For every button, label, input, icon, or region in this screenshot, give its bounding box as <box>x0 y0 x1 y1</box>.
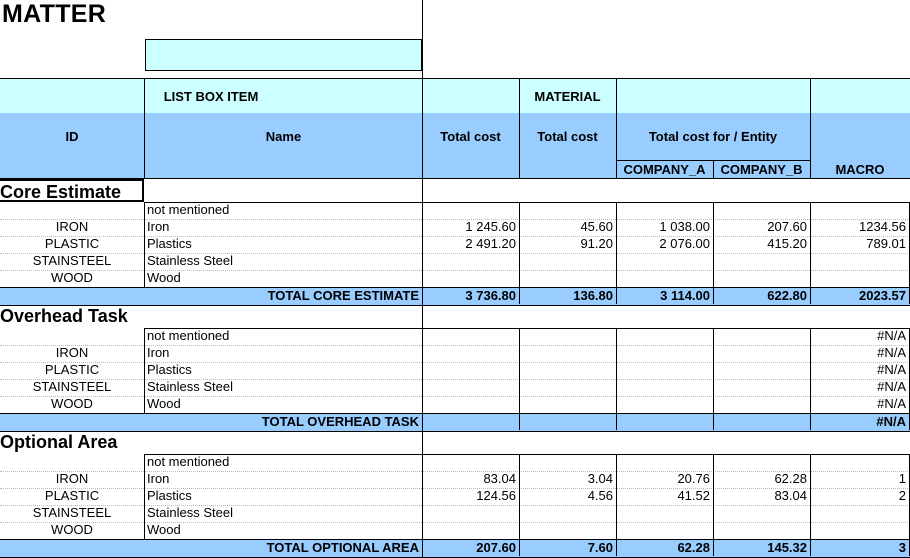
cell-a <box>616 270 710 287</box>
cell-tc2: 45.60 <box>580 219 613 234</box>
col-line <box>713 522 714 539</box>
cell-b <box>713 505 807 522</box>
total-label: TOTAL CORE ESTIMATE <box>267 288 419 303</box>
col-line <box>519 379 520 396</box>
col-line <box>616 454 617 471</box>
cell-b <box>713 379 807 396</box>
cell-tc2 <box>519 328 613 345</box>
col-line <box>519 253 520 270</box>
col-line <box>519 396 520 413</box>
cell-name: Wood <box>147 270 181 285</box>
col-line <box>713 505 714 522</box>
cell-tc: 2 491.20 <box>465 236 516 251</box>
col-line <box>519 236 520 253</box>
cell-b <box>713 362 807 379</box>
cell-tc2: 3.04 <box>587 471 613 486</box>
table-row[interactable] <box>0 328 910 346</box>
col-line <box>616 78 617 179</box>
cell-name: Wood <box>147 396 181 411</box>
col-line <box>519 270 520 287</box>
cell-m: 789.01 <box>866 236 906 251</box>
cell-a <box>616 328 710 345</box>
col-line <box>144 488 145 505</box>
cell-name: not mentioned <box>147 202 230 217</box>
col-line <box>616 253 617 270</box>
cell-a: 20.76 <box>677 471 710 486</box>
cell-tc: 1 245.60 <box>465 219 516 234</box>
col-line <box>519 78 520 179</box>
cell-name: Stainless Steel <box>147 505 233 520</box>
total-b: 145.32 <box>767 540 807 555</box>
col-line <box>519 540 520 556</box>
total-tc2 <box>519 414 613 431</box>
col-line <box>616 471 617 488</box>
cell-id: IRON <box>55 345 89 360</box>
cell-id: PLASTIC <box>44 236 100 251</box>
total-m: 2023.57 <box>859 288 906 303</box>
table-row[interactable] <box>0 345 910 363</box>
cell-tc <box>422 328 516 345</box>
col-line <box>810 219 811 236</box>
col-line <box>144 328 145 345</box>
col-line <box>810 379 811 396</box>
cell-tc2 <box>519 202 613 219</box>
company-a-header: COMPANY_A <box>623 162 706 177</box>
col-line <box>810 454 811 471</box>
col-line <box>144 471 145 488</box>
col-line <box>616 540 617 556</box>
col-line <box>616 288 617 304</box>
cell-id: PLASTIC <box>44 362 100 377</box>
cell-a <box>616 253 710 270</box>
entity-cost-header: Total cost for / Entity <box>648 129 778 144</box>
cell-b <box>713 522 807 539</box>
table-row[interactable] <box>0 396 910 414</box>
cell-m: #N/A <box>877 379 906 394</box>
table-row[interactable] <box>0 471 910 489</box>
total-m: 3 <box>898 540 906 555</box>
cell-tc2 <box>519 379 613 396</box>
col-line <box>144 270 145 287</box>
total-tc2: 7.60 <box>587 540 613 555</box>
cell-tc <box>422 379 516 396</box>
col-line <box>422 71 423 557</box>
cell-m: 2 <box>898 488 906 503</box>
header-row-2 <box>0 113 910 179</box>
cell-id: PLASTIC <box>44 488 100 503</box>
col-line <box>616 345 617 362</box>
col-line <box>616 202 617 219</box>
col-line <box>713 471 714 488</box>
cell-a <box>616 379 710 396</box>
cell-id: STAINSTEEL <box>32 253 112 268</box>
cell-a <box>616 454 710 471</box>
list-box-item-header: LIST BOX ITEM <box>163 89 259 104</box>
total-row <box>0 539 910 558</box>
col-line <box>713 345 714 362</box>
total-row <box>0 413 910 432</box>
cell-m: #N/A <box>877 396 906 411</box>
cell-id: IRON <box>55 219 89 234</box>
sheet-title: MATTER <box>2 0 107 28</box>
cell-a <box>616 396 710 413</box>
cell-name: Stainless Steel <box>147 253 233 268</box>
col-line <box>713 540 714 556</box>
col-line <box>810 288 811 304</box>
material-total-cost-header: Total cost <box>537 129 598 144</box>
col-line <box>713 362 714 379</box>
col-line <box>144 454 145 471</box>
cell-b <box>713 202 807 219</box>
total-tc <box>422 414 516 431</box>
cell-m: 1234.56 <box>859 219 906 234</box>
cell-tc: 83.04 <box>483 471 516 486</box>
cell-name: not mentioned <box>147 328 230 343</box>
col-line <box>810 414 811 430</box>
col-line <box>519 362 520 379</box>
material-header: MATERIAL <box>534 89 601 104</box>
cell-tc <box>422 362 516 379</box>
col-line <box>616 505 617 522</box>
col-line <box>810 522 811 539</box>
table-row[interactable] <box>0 202 910 220</box>
cell-b <box>713 253 807 270</box>
cell-a: 41.52 <box>677 488 710 503</box>
total-tc2: 136.80 <box>573 288 613 303</box>
cell-a: 2 076.00 <box>659 236 710 251</box>
cell-name: Stainless Steel <box>147 379 233 394</box>
col-line <box>616 488 617 505</box>
section-title: Overhead Task <box>0 306 128 326</box>
cell-b <box>713 328 807 345</box>
cell-tc2 <box>519 253 613 270</box>
total-tc: 3 736.80 <box>465 288 516 303</box>
table-row[interactable] <box>0 522 910 540</box>
col-line <box>519 522 520 539</box>
cell-a: 1 038.00 <box>659 219 710 234</box>
cell-a <box>616 345 710 362</box>
col-line <box>810 345 811 362</box>
col-line <box>519 488 520 505</box>
cell-tc2 <box>519 522 613 539</box>
name-header: Name <box>265 129 302 144</box>
cell-m: #N/A <box>877 345 906 360</box>
total-cost-header: Total cost <box>440 129 501 144</box>
cell-m <box>810 253 906 270</box>
cell-b: 83.04 <box>774 488 807 503</box>
cell-a <box>616 362 710 379</box>
cell-m: #N/A <box>877 362 906 377</box>
cell-id: IRON <box>55 471 89 486</box>
col-line <box>144 253 145 270</box>
col-line <box>810 488 811 505</box>
cell-tc <box>422 270 516 287</box>
col-line <box>616 219 617 236</box>
cell-name: Iron <box>147 219 170 234</box>
table-row[interactable] <box>0 505 910 523</box>
cell-tc2 <box>519 270 613 287</box>
col-line <box>810 202 811 219</box>
col-line <box>713 328 714 345</box>
col-line <box>713 288 714 304</box>
table-row[interactable] <box>0 270 910 288</box>
col-line <box>144 396 145 413</box>
col-line <box>616 270 617 287</box>
table-row[interactable] <box>0 454 910 472</box>
id-header: ID <box>65 129 79 144</box>
cell-tc: 124.56 <box>476 488 516 503</box>
total-a: 62.28 <box>677 540 710 555</box>
col-line <box>713 202 714 219</box>
cell-tc2 <box>519 454 613 471</box>
cell-m: #N/A <box>877 328 906 343</box>
col-line <box>144 522 145 539</box>
total-row <box>0 287 910 306</box>
cell-a <box>616 505 710 522</box>
section-title: Optional Area <box>0 432 118 452</box>
col-line <box>519 202 520 219</box>
col-line <box>519 288 520 304</box>
cell-name: Iron <box>147 471 170 486</box>
table-row[interactable] <box>0 236 910 254</box>
header-row-1 <box>0 78 910 114</box>
col-line <box>616 328 617 345</box>
section-title: Core Estimate <box>0 179 144 202</box>
cell-tc <box>422 522 516 539</box>
total-a: 3 114.00 <box>660 288 710 303</box>
col-line <box>713 488 714 505</box>
cell-b <box>713 396 807 413</box>
col-line <box>616 396 617 413</box>
col-line <box>144 202 145 219</box>
cell-m: 1 <box>898 471 906 486</box>
cell-name: Wood <box>147 522 181 537</box>
cell-name: Plastics <box>147 362 192 377</box>
col-line <box>519 505 520 522</box>
cell-tc <box>422 202 516 219</box>
col-line <box>810 253 811 270</box>
cell-a <box>616 202 710 219</box>
col-line <box>713 414 714 430</box>
col-line <box>519 219 520 236</box>
cell-b: 62.28 <box>774 471 807 486</box>
col-line <box>144 78 145 179</box>
col-line <box>810 540 811 556</box>
cell-m <box>810 202 906 219</box>
col-line <box>519 345 520 362</box>
cell-name: Iron <box>147 345 170 360</box>
col-line <box>713 253 714 270</box>
col-line <box>810 236 811 253</box>
table-row[interactable] <box>0 488 910 506</box>
total-m: #N/A <box>876 414 906 429</box>
col-line <box>810 328 811 345</box>
col-line <box>713 219 714 236</box>
macro-header: MACRO <box>835 162 885 177</box>
col-line <box>713 160 714 179</box>
total-label: TOTAL OVERHEAD TASK <box>261 414 419 429</box>
company-b-header: COMPANY_B <box>720 162 803 177</box>
cell-b: 415.20 <box>767 236 807 251</box>
total-b: 622.80 <box>767 288 807 303</box>
col-line <box>519 471 520 488</box>
col-line <box>144 379 145 396</box>
cell-b <box>713 270 807 287</box>
col-line <box>144 219 145 236</box>
cell-m <box>810 505 906 522</box>
total-b <box>713 414 807 431</box>
table-row[interactable] <box>0 362 910 380</box>
cell-tc <box>422 454 516 471</box>
cell-tc2: 4.56 <box>587 488 613 503</box>
cell-id: WOOD <box>51 522 93 537</box>
col-line <box>810 78 811 179</box>
cell-b: 207.60 <box>767 219 807 234</box>
col-line <box>810 505 811 522</box>
col-line <box>519 414 520 430</box>
col-line <box>810 270 811 287</box>
cell-id <box>0 328 144 345</box>
col-line <box>144 505 145 522</box>
cell-tc <box>422 345 516 362</box>
cell-tc <box>422 505 516 522</box>
col-line <box>519 328 520 345</box>
table-row[interactable] <box>0 219 910 237</box>
total-tc: 207.60 <box>476 540 516 555</box>
cell-id: WOOD <box>51 270 93 285</box>
col-line <box>713 379 714 396</box>
cell-tc2: 91.20 <box>580 236 613 251</box>
col-line <box>810 362 811 379</box>
input-cell[interactable] <box>145 39 422 71</box>
cell-tc2 <box>519 505 613 522</box>
cell-tc <box>422 396 516 413</box>
cell-id <box>0 454 144 471</box>
col-line <box>616 362 617 379</box>
col-line <box>713 454 714 471</box>
cell-id: WOOD <box>51 396 93 411</box>
cell-m <box>810 522 906 539</box>
cell-a <box>616 522 710 539</box>
col-line <box>810 396 811 413</box>
cell-m <box>810 454 906 471</box>
cell-tc2 <box>519 345 613 362</box>
cell-id <box>0 202 144 219</box>
cell-id: STAINSTEEL <box>32 505 112 520</box>
col-line <box>616 236 617 253</box>
cell-name: not mentioned <box>147 454 230 469</box>
col-line <box>616 379 617 396</box>
col-line <box>144 236 145 253</box>
cell-tc2 <box>519 362 613 379</box>
col-line <box>713 236 714 253</box>
table-row[interactable] <box>0 253 910 271</box>
cell-b <box>713 454 807 471</box>
col-line <box>616 522 617 539</box>
col-line <box>713 396 714 413</box>
col-line <box>519 454 520 471</box>
col-line <box>810 471 811 488</box>
col-line <box>616 414 617 430</box>
total-label: TOTAL OPTIONAL AREA <box>266 540 419 555</box>
cell-m <box>810 270 906 287</box>
table-row[interactable] <box>0 379 910 397</box>
total-a <box>616 414 710 431</box>
col-line <box>144 362 145 379</box>
title-divider <box>422 0 423 78</box>
cell-tc2 <box>519 396 613 413</box>
col-line <box>144 345 145 362</box>
cell-id: STAINSTEEL <box>32 379 112 394</box>
cell-name: Plastics <box>147 236 192 251</box>
col-line <box>713 270 714 287</box>
cell-tc <box>422 253 516 270</box>
cell-name: Plastics <box>147 488 192 503</box>
cell-b <box>713 345 807 362</box>
